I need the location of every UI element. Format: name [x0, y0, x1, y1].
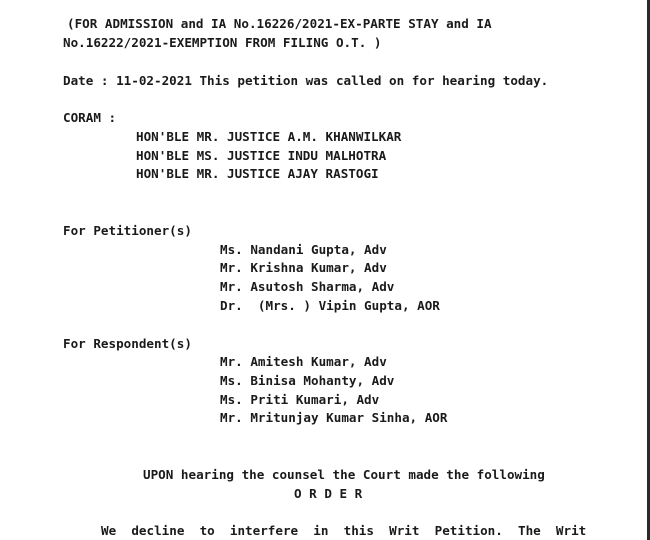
coram-judge-1: HON'BLE MR. JUSTICE A.M. KHANWILKAR [136, 129, 402, 144]
header-line-2: No.16222/2021-EXEMPTION FROM FILING O.T. ) [63, 35, 382, 50]
respondent-counsel-4: Mr. Mritunjay Kumar Sinha, AOR [220, 410, 448, 425]
hearing-line: UPON hearing the counsel the Court made the following [143, 467, 545, 482]
coram-label: CORAM : [63, 110, 117, 125]
petitioner-counsel-2: Mr. Krishna Kumar, Adv [220, 260, 387, 275]
date-line: Date : 11-02-2021 This petition was called on for hearing today. [63, 73, 549, 88]
coram-judge-2: HON'BLE MS. JUSTICE INDU MALHOTRA [136, 148, 387, 163]
header-line-1: (FOR ADMISSION and IA No.16226/2021-EX-PARTE STAY and IA [67, 16, 492, 31]
respondent-counsel-1: Mr. Amitesh Kumar, Adv [220, 354, 387, 369]
respondent-counsel-3: Ms. Priti Kumari, Adv [220, 392, 380, 407]
order-text-line-1: We decline to interfere in this Writ Petition. The Writ [101, 523, 587, 538]
respondent-counsel-2: Ms. Binisa Mohanty, Adv [220, 373, 395, 388]
petitioner-counsel-4: Dr. (Mrs. ) Vipin Gupta, AOR [220, 298, 440, 313]
petitioner-counsel-1: Ms. Nandani Gupta, Adv [220, 242, 387, 257]
order-heading: O R D E R [294, 486, 363, 501]
petitioner-counsel-3: Mr. Asutosh Sharma, Adv [220, 279, 395, 294]
respondent-label: For Respondent(s) [63, 336, 192, 351]
petitioner-label: For Petitioner(s) [63, 223, 192, 238]
coram-judge-3: HON'BLE MR. JUSTICE AJAY RASTOGI [136, 166, 379, 181]
